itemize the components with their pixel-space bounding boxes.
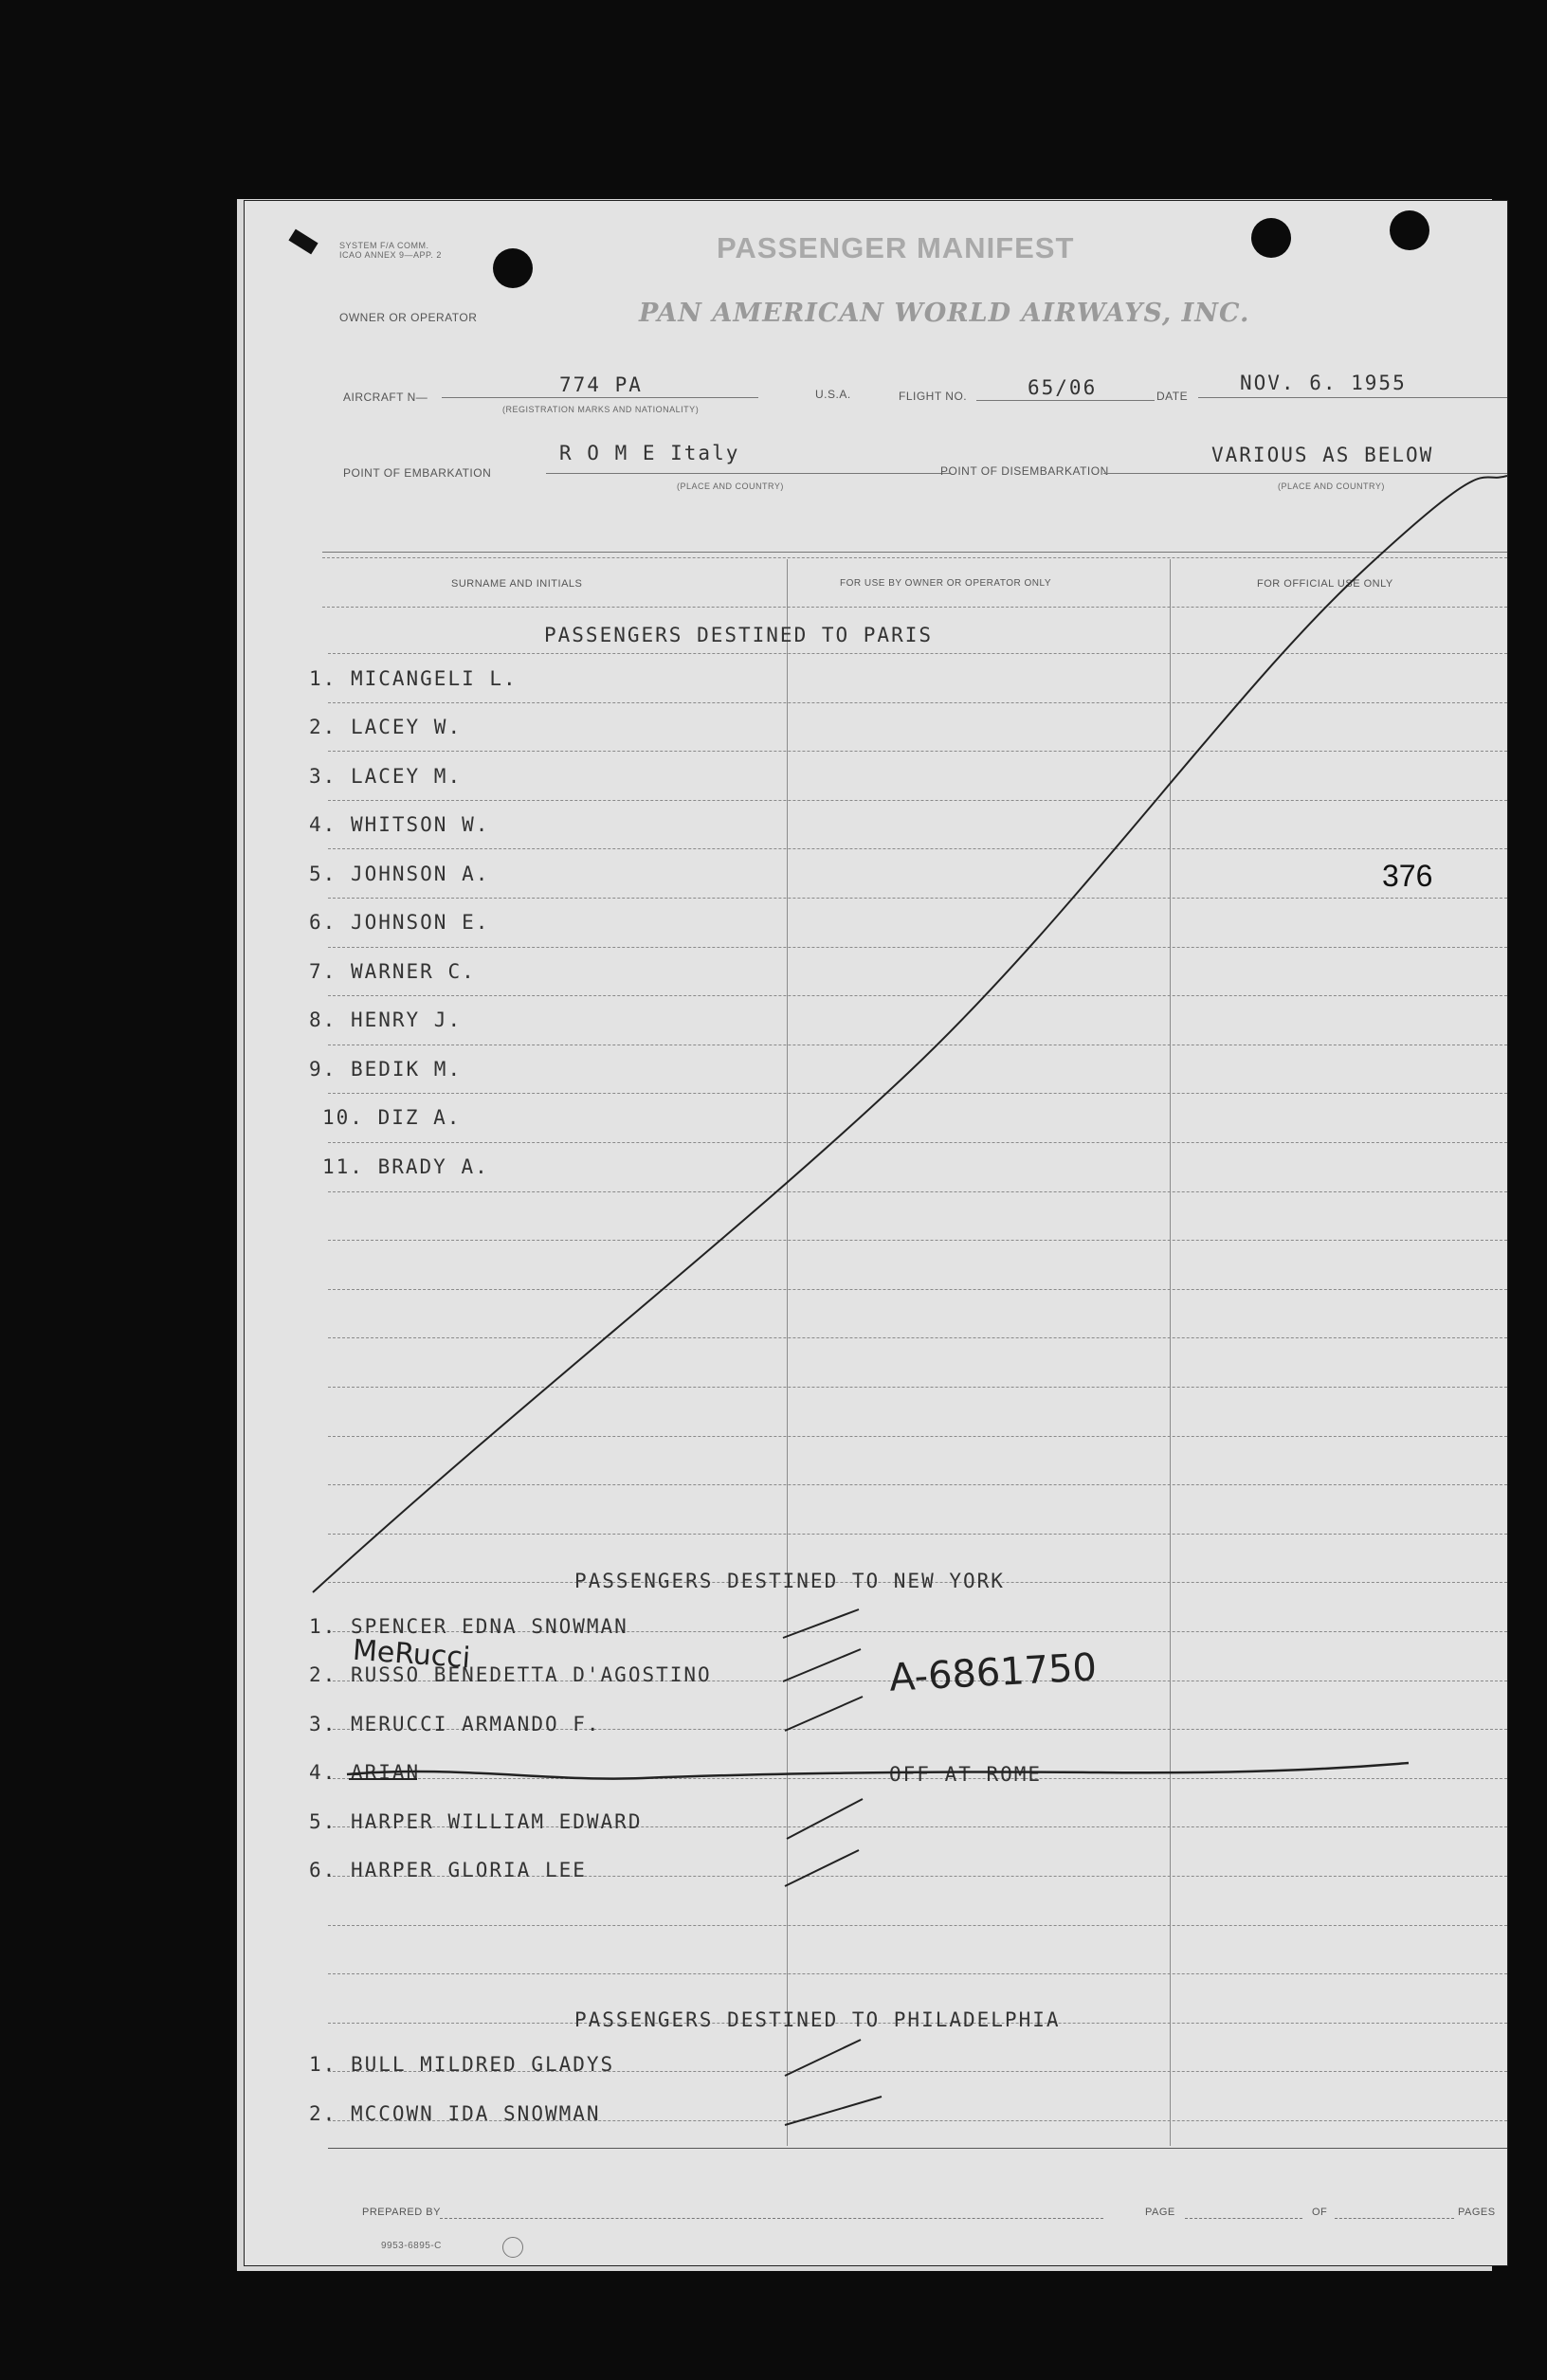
- prepared-by-label: PREPARED BY: [362, 2207, 441, 2218]
- row-number: 7.: [309, 960, 337, 983]
- handwritten-surname: MeRucci: [351, 1633, 472, 1676]
- row-number: 2.: [309, 716, 337, 738]
- section-heading-paris: PASSENGERS DESTINED TO PARIS: [544, 624, 934, 646]
- tick-1: [783, 1609, 859, 1638]
- row-number: 4.: [309, 1761, 337, 1784]
- row-number: 10.: [322, 1106, 364, 1129]
- tick-5: [785, 1850, 859, 1886]
- passenger-name: MERUCCI ARMANDO F.: [350, 1713, 601, 1735]
- passenger-name: DIZ A.: [377, 1106, 462, 1129]
- row-number: 9.: [309, 1058, 337, 1081]
- column-header-surname: SURNAME AND INITIALS: [451, 578, 583, 590]
- passenger-name: BULL MILDRED GLADYS: [350, 2053, 615, 2076]
- form-number: 9953-6895-C: [381, 2241, 442, 2251]
- diagonal-cancel-line: [313, 476, 1507, 1592]
- country-label: U.S.A.: [815, 388, 851, 401]
- passenger-name: RUSSO BENEDETTA D'AGOSTINO: [350, 1663, 712, 1686]
- row-number: 6.: [309, 911, 337, 934]
- section-heading-philadelphia: PASSENGERS DESTINED TO PHILADELPHIA: [574, 2008, 1061, 2031]
- manifest-sheet: [245, 201, 1507, 2265]
- tick-4: [787, 1799, 863, 1839]
- date-value: NOV. 6. 1955: [1240, 372, 1407, 394]
- disembark-caption: (PLACE AND COUNTRY): [1278, 481, 1385, 491]
- disembark-value: VARIOUS AS BELOW: [1211, 444, 1434, 466]
- passenger-name: MICANGELI L.: [350, 667, 518, 690]
- form-title: PASSENGER MANIFEST: [717, 231, 1075, 264]
- row-number: 1.: [309, 1615, 337, 1638]
- passenger-name: WARNER C.: [350, 960, 476, 983]
- arian-strike-line: [347, 1763, 1409, 1779]
- embark-value: R O M E Italy: [559, 442, 740, 464]
- of-label: OF: [1312, 2207, 1328, 2218]
- handwritten-alien-number: A-6861750: [887, 1645, 1099, 1700]
- passenger-name: LACEY W.: [350, 716, 463, 738]
- disembark-label: POINT OF DISEMBARKATION: [940, 464, 1109, 478]
- embark-caption: (PLACE AND COUNTRY): [677, 481, 784, 491]
- row-number: 6.: [309, 1859, 337, 1881]
- pen-marks: [245, 201, 1507, 2265]
- flight-label: FLIGHT NO.: [899, 390, 968, 403]
- passenger-name: WHITSON W.: [350, 813, 490, 836]
- page-label: PAGE: [1145, 2207, 1175, 2218]
- tick-2: [783, 1649, 861, 1681]
- passenger-name: BEDIK M.: [350, 1058, 463, 1081]
- row-number: 1.: [309, 667, 337, 690]
- form-code-line2: ICAO ANNEX 9—APP. 2: [339, 250, 442, 260]
- passenger-name: SPENCER EDNA SNOWMAN: [350, 1615, 628, 1638]
- row-number: 2.: [309, 2102, 337, 2125]
- row-number: 8.: [309, 1008, 337, 1031]
- row-number: 1.: [309, 2053, 337, 2076]
- row-number: 3.: [309, 1713, 337, 1735]
- registration-caption: (REGISTRATION MARKS AND NATIONALITY): [502, 405, 700, 414]
- aircraft-label: AIRCRAFT N—: [343, 391, 428, 404]
- owner-value: PAN AMERICAN WORLD AIRWAYS, INC.: [639, 299, 1250, 328]
- date-label: DATE: [1156, 390, 1189, 403]
- section-heading-new-york: PASSENGERS DESTINED TO NEW YORK: [574, 1570, 1005, 1592]
- passenger-name: ARIAN: [350, 1761, 421, 1784]
- row-number: 4.: [309, 813, 337, 836]
- embark-label: POINT OF EMBARKATION: [343, 466, 492, 480]
- tick-7: [785, 2097, 882, 2125]
- passenger-name: MCCOWN IDA SNOWMAN: [350, 2102, 601, 2125]
- passenger-name: BRADY A.: [377, 1155, 489, 1178]
- passenger-name: HENRY J.: [350, 1008, 463, 1031]
- passenger-name: HARPER GLORIA LEE: [350, 1859, 587, 1881]
- form-code-line1: SYSTEM F/A COMM.: [339, 241, 429, 250]
- tick-6: [785, 2040, 861, 2076]
- column-header-official: FOR OFFICIAL USE ONLY: [1257, 578, 1393, 590]
- passenger-name: JOHNSON E.: [350, 911, 490, 934]
- union-label-icon: [502, 2237, 523, 2258]
- row-number: 3.: [309, 765, 337, 788]
- row-number: 11.: [322, 1155, 364, 1178]
- row-number: 5.: [309, 863, 337, 885]
- column-header-owner: FOR USE BY OWNER OR OPERATOR ONLY: [840, 578, 1052, 589]
- owner-label: OWNER OR OPERATOR: [339, 311, 478, 324]
- aircraft-value: 774 PA: [559, 373, 643, 396]
- stamp-number: 376: [1382, 859, 1433, 893]
- pages-label: PAGES: [1458, 2207, 1496, 2218]
- off-at-rome-note: OFF AT ROME: [889, 1763, 1043, 1786]
- passenger-name: JOHNSON A.: [350, 863, 490, 885]
- tick-3: [785, 1697, 863, 1731]
- row-number: 2.: [309, 1663, 337, 1686]
- row-number: 5.: [309, 1810, 337, 1833]
- flight-value: 65/06: [1028, 376, 1098, 399]
- passenger-name: LACEY M.: [350, 765, 463, 788]
- passenger-name: HARPER WILLIAM EDWARD: [350, 1810, 643, 1833]
